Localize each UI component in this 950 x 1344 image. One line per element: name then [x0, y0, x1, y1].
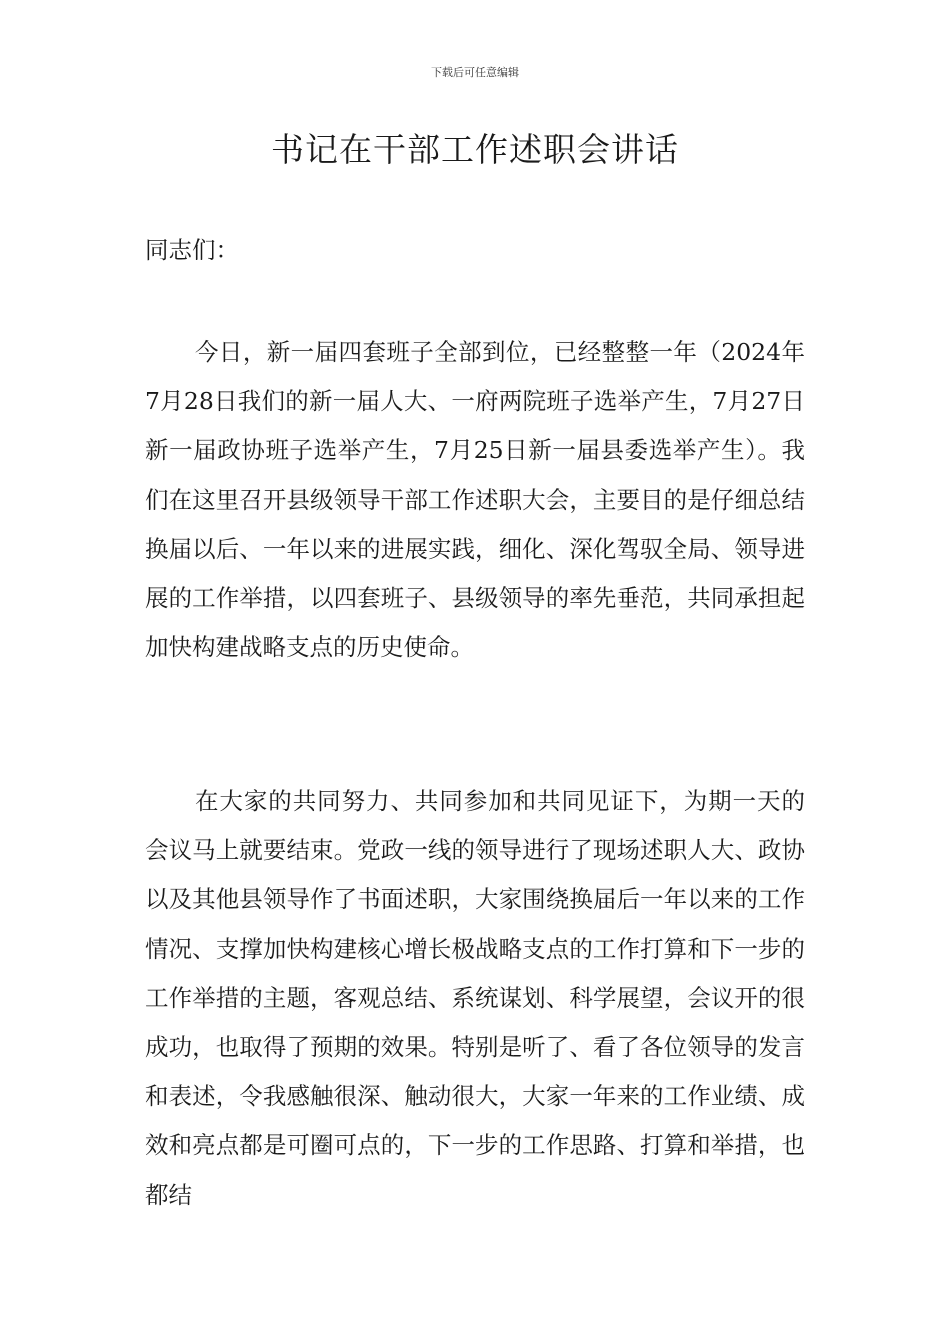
paragraph-1: 今日，新一届四套班子全部到位，已经整整一年（2024年7月28日我们的新一届人大、一府两院班子选举产生，7月27日新一届政协班子选举产生，7月25日新一届县委选举产生）。我们在这里召开县级领导干部工作述职大会，主要目的是仔细总结换届以后、一年以来的进展实践，细化、深化驾驭全局、领导进展的工作举措，以四套班子、县级领导的率先垂范，共同承担起加快构建战略支点的历史使命。 — [145, 338, 805, 662]
paragraph-2: 在大家的共同努力、共同参加和共同见证下，为期一天的会议马上就要结束。党政一线的领导进行了现场述职人大、政协以及其他县领导作了书面述职，大家围绕换届后一年以来的工作情况、支撑加快构建核心增长极战略支点的工作打算和下一步的工作举措的主题，客观总结、系统谋划、科学展望，会议开的很成功，也取得了预期的效果。特别是听了、看了各位领导的发言和表述，令我感触很深、触动很大，大家一年来的工作业绩、成效和亮点都是可圈可点的，下一步的工作思路、打算和举措，也都结 — [145, 787, 805, 1209]
salutation: 同志们： — [145, 236, 239, 264]
header-note: 下载后可任意编辑 — [431, 66, 519, 79]
document-title: 书记在干部工作述职会讲话 — [271, 130, 679, 169]
